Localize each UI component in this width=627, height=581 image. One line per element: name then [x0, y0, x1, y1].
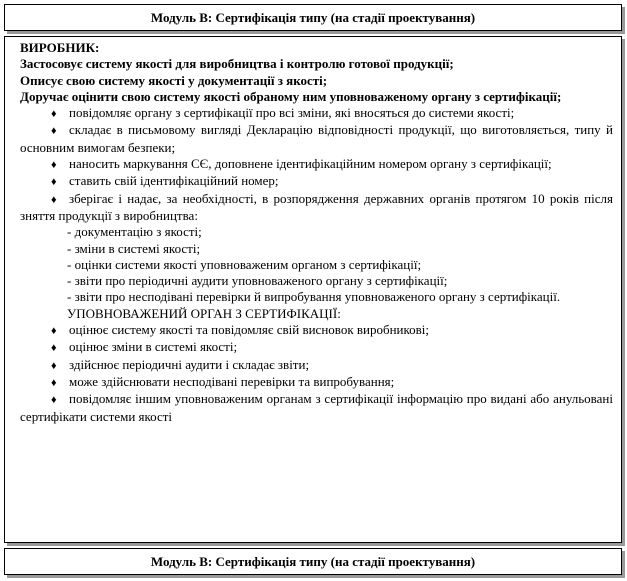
document-list-item: - зміни в системі якості; — [67, 240, 201, 256]
diamond-bullet-icon: ♦ — [51, 342, 57, 355]
manufacturer-bullet — [20, 156, 613, 173]
diamond-bullet-icon: ♦ — [51, 159, 57, 172]
bullet-text: наносить маркування СЄ, доповнене ідентифікаційним номером органу з сертифікації; — [69, 156, 552, 172]
diamond-bullet-icon: ♦ — [51, 376, 57, 389]
manufacturer-bullet — [20, 105, 613, 122]
header-title-box — [4, 4, 622, 31]
manufacturer-duty-3: Доручає оцінити свою систему якості обраному ним уповноваженому органу з сертифікації; — [20, 88, 562, 104]
bullet-text: ставить свій ідентифікаційний номер; — [69, 173, 279, 189]
bullet-text: здійснює періодичні аудити і складає звіти; — [69, 356, 310, 372]
authorized-body-bullet — [20, 374, 613, 391]
authorized-body-heading: УПОВНОВАЖЕНИЙ ОРГАН З СЕРТИФІКАЦІЇ: — [67, 305, 341, 321]
diamond-bullet-icon: ♦ — [51, 176, 57, 189]
manufacturer-duty-2: Описує свою систему якості у документації з якості; — [20, 72, 328, 88]
bullet-text: повідомляє органу з сертифікації про всі зміни, які вносяться до системи якості; — [69, 105, 515, 121]
manufacturer-heading: ВИРОБНИК: — [20, 40, 100, 55]
bullet-text: може здійснювати несподівані перевірки та випробування; — [69, 373, 395, 389]
manufacturer-bullet — [20, 122, 613, 156]
diamond-bullet-icon: ♦ — [51, 325, 57, 338]
bullet-text: оцінює систему якості та повідомляє свій висновок виробникові; — [69, 322, 430, 338]
authorized-body-bullet — [20, 339, 613, 356]
diamond-bullet-icon: ♦ — [51, 359, 57, 372]
document-list-item: - оцінки системи якості уповноваженим органом з сертифікації; — [67, 256, 422, 272]
manufacturer-bullet — [20, 191, 613, 225]
bullet-text: повідомляє іншим уповноваженим органам з сертифікації інформацію про видані або анульовані сертифікати системи якості — [20, 391, 613, 424]
footer-title: Модуль В: Сертифікація типу (на стадії проектування) — [150, 554, 476, 569]
authorized-body-bullet — [20, 391, 613, 425]
bullet-text: оцінює зміни в системі якості; — [69, 339, 238, 355]
diamond-bullet-icon: ♦ — [51, 193, 57, 206]
footer-title-box — [4, 548, 622, 575]
authorized-body-bullet — [20, 322, 613, 339]
bullet-text: складає в письмовому вигляді Декларацію відповідності продукції, що виготовляється, типу й основним вимогам безпеки; — [20, 122, 613, 155]
document-list-item: - звіти про періодичні аудити уповноваженого органу з сертифікації; — [67, 273, 448, 289]
diamond-bullet-icon: ♦ — [51, 108, 57, 121]
document-list-item: - звіти про несподівані перевірки й випробування уповноваженого органу з сертифікації. — [67, 289, 561, 305]
manufacturer-bullet — [20, 173, 613, 190]
diamond-bullet-icon: ♦ — [51, 394, 57, 407]
header-title: Модуль В: Сертифікація типу (на стадії проектування) — [150, 10, 476, 25]
bullet-text: зберігає і надає, за необхідності, в розпорядження державних органів протягом 10 років після зняття продукції з виробництва: — [20, 190, 613, 223]
document-list-item: - документацію з якості; — [67, 224, 202, 240]
authorized-body-bullet — [20, 357, 613, 374]
diamond-bullet-icon: ♦ — [51, 125, 57, 138]
main-content-box — [4, 36, 622, 543]
manufacturer-duty-1: Застосовує систему якості для виробництва і контролю готової продукції; — [20, 56, 454, 72]
